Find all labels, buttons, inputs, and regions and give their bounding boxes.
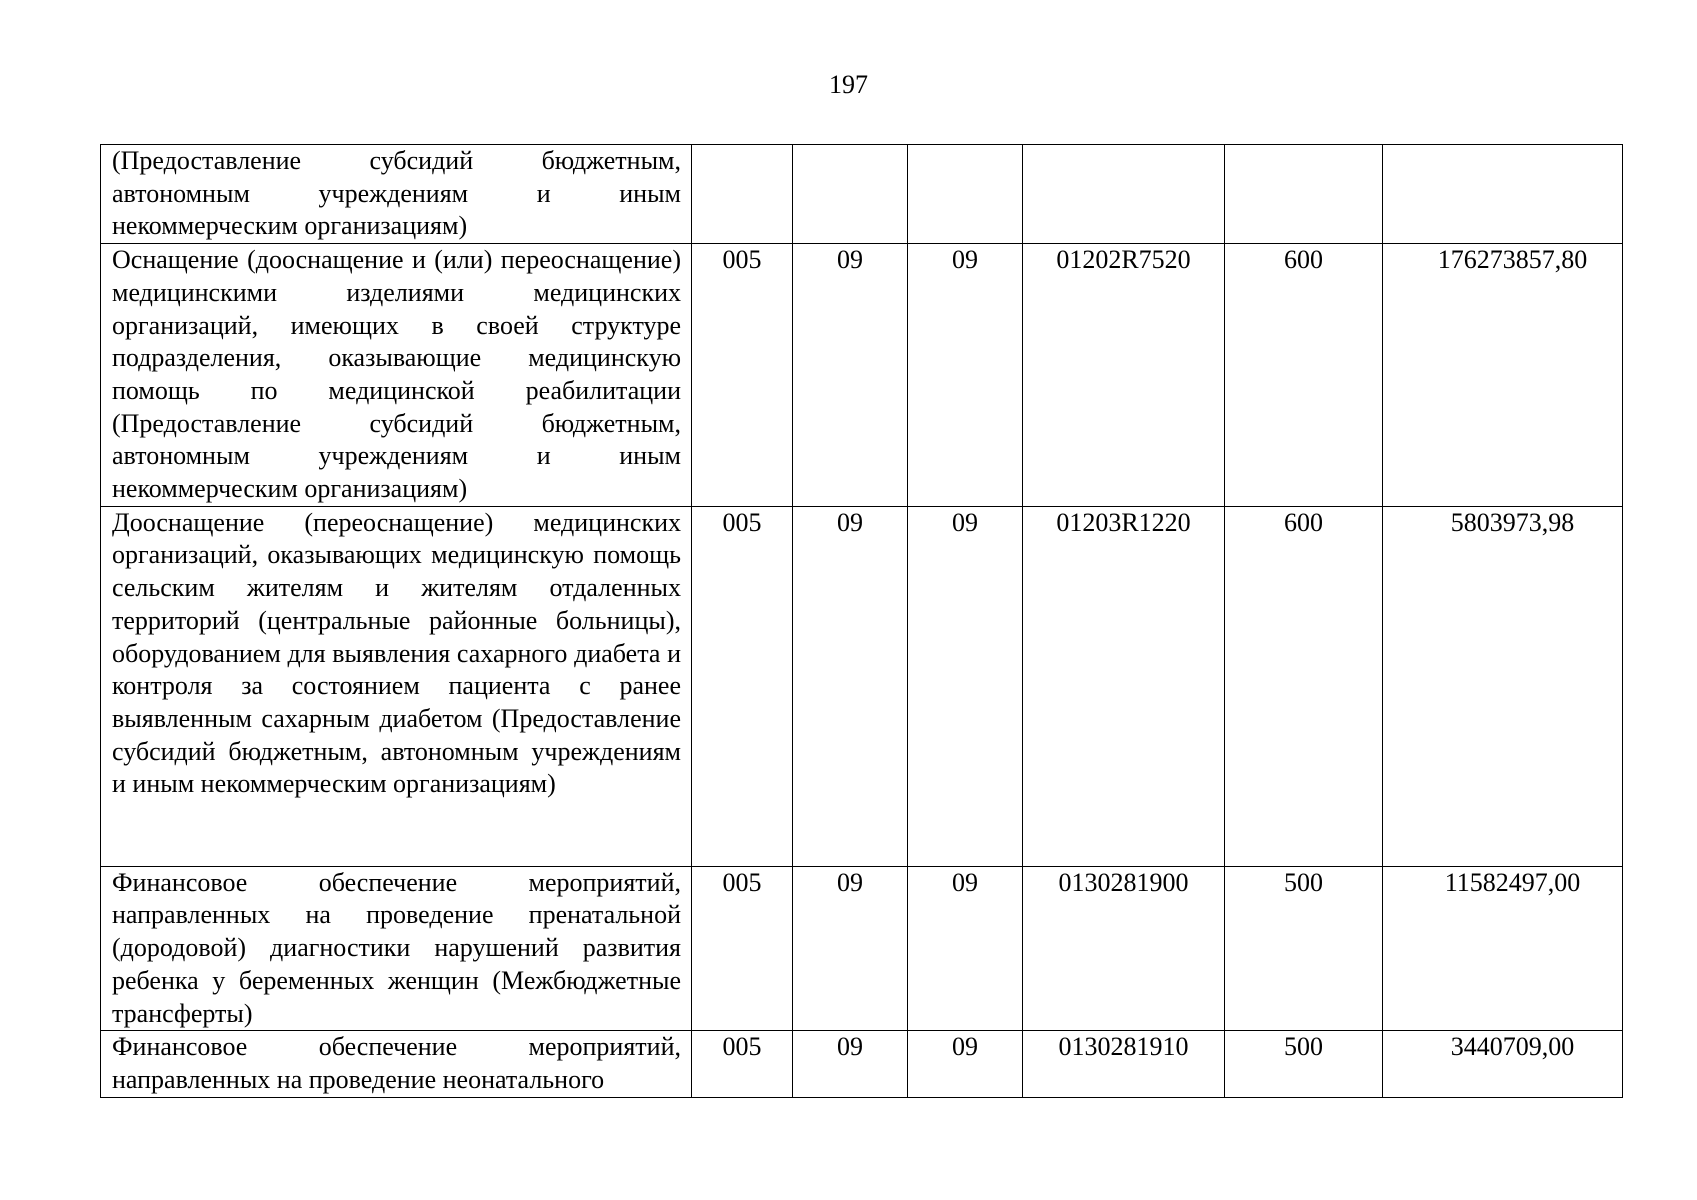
amount-cell: 176273857,80 [1383,244,1623,507]
subsection-cell: 09 [908,244,1023,507]
amount-cell: 11582497,00 [1383,866,1623,1031]
section-cell [793,145,908,244]
expense-type-cell: 500 [1225,866,1383,1031]
expense-type-cell: 600 [1225,506,1383,866]
target-article-cell: 01202R7520 [1023,244,1225,507]
expense-type-cell [1225,145,1383,244]
ministry-cell [692,145,793,244]
table-row [101,866,1623,1031]
table-row [101,506,1623,866]
table-row [101,145,1623,244]
section-cell: 09 [793,506,908,866]
table-row [101,1031,1623,1097]
table-row [101,244,1623,507]
amount-cell [1383,145,1623,244]
subsection-cell: 09 [908,1031,1023,1097]
description-cell: (Предоставление субсидий бюджетным, автономным учреждениям и иным некоммерческим организациям) [101,145,692,244]
ministry-cell: 005 [692,244,793,507]
page-number: 197 [829,70,868,99]
expense-type-cell: 600 [1225,244,1383,507]
description-cell: Оснащение (дооснащение и (или) переоснащение) медицинскими изделиями медицинских организаций, имеющих в своей структуре подразделения, оказывающие медицинскую помощь по медицинской реабилитации (Предоставление субсидий бюджетным, автономным учреждениям и иным некоммерческим организациям) [101,244,692,507]
ministry-cell: 005 [692,866,793,1031]
section-cell: 09 [793,866,908,1031]
target-article-cell: 0130281900 [1023,866,1225,1031]
description-cell: Финансовое обеспечение мероприятий, направленных на проведение пренатальной (дородовой) диагностики нарушений развития ребенка у беременных женщин (Межбюджетные трансферты) [101,866,692,1031]
subsection-cell: 09 [908,506,1023,866]
ministry-cell: 005 [692,506,793,866]
subsection-cell [908,145,1023,244]
expense-type-cell: 500 [1225,1031,1383,1097]
section-cell: 09 [793,244,908,507]
target-article-cell: 01203R1220 [1023,506,1225,866]
budget-table [100,144,1623,1098]
target-article-cell [1023,145,1225,244]
amount-cell: 5803973,98 [1383,506,1623,866]
subsection-cell: 09 [908,866,1023,1031]
ministry-cell: 005 [692,1031,793,1097]
target-article-cell: 0130281910 [1023,1031,1225,1097]
description-cell: Финансовое обеспечение мероприятий, направленных на проведение неонатального [101,1031,692,1097]
amount-cell: 3440709,00 [1383,1031,1623,1097]
description-cell: Дооснащение (переоснащение) медицинских организаций, оказывающих медицинскую помощь сельским жителям и жителям отдаленных территорий (центральные районные больницы), оборудованием для выявления сахарного диабета и контроля за состоянием пациента с ранее выявленным сахарным диабетом (Предоставление субсидий бюджетным, автономным учреждениям и иным некоммерческим организациям) [101,506,692,866]
section-cell: 09 [793,1031,908,1097]
